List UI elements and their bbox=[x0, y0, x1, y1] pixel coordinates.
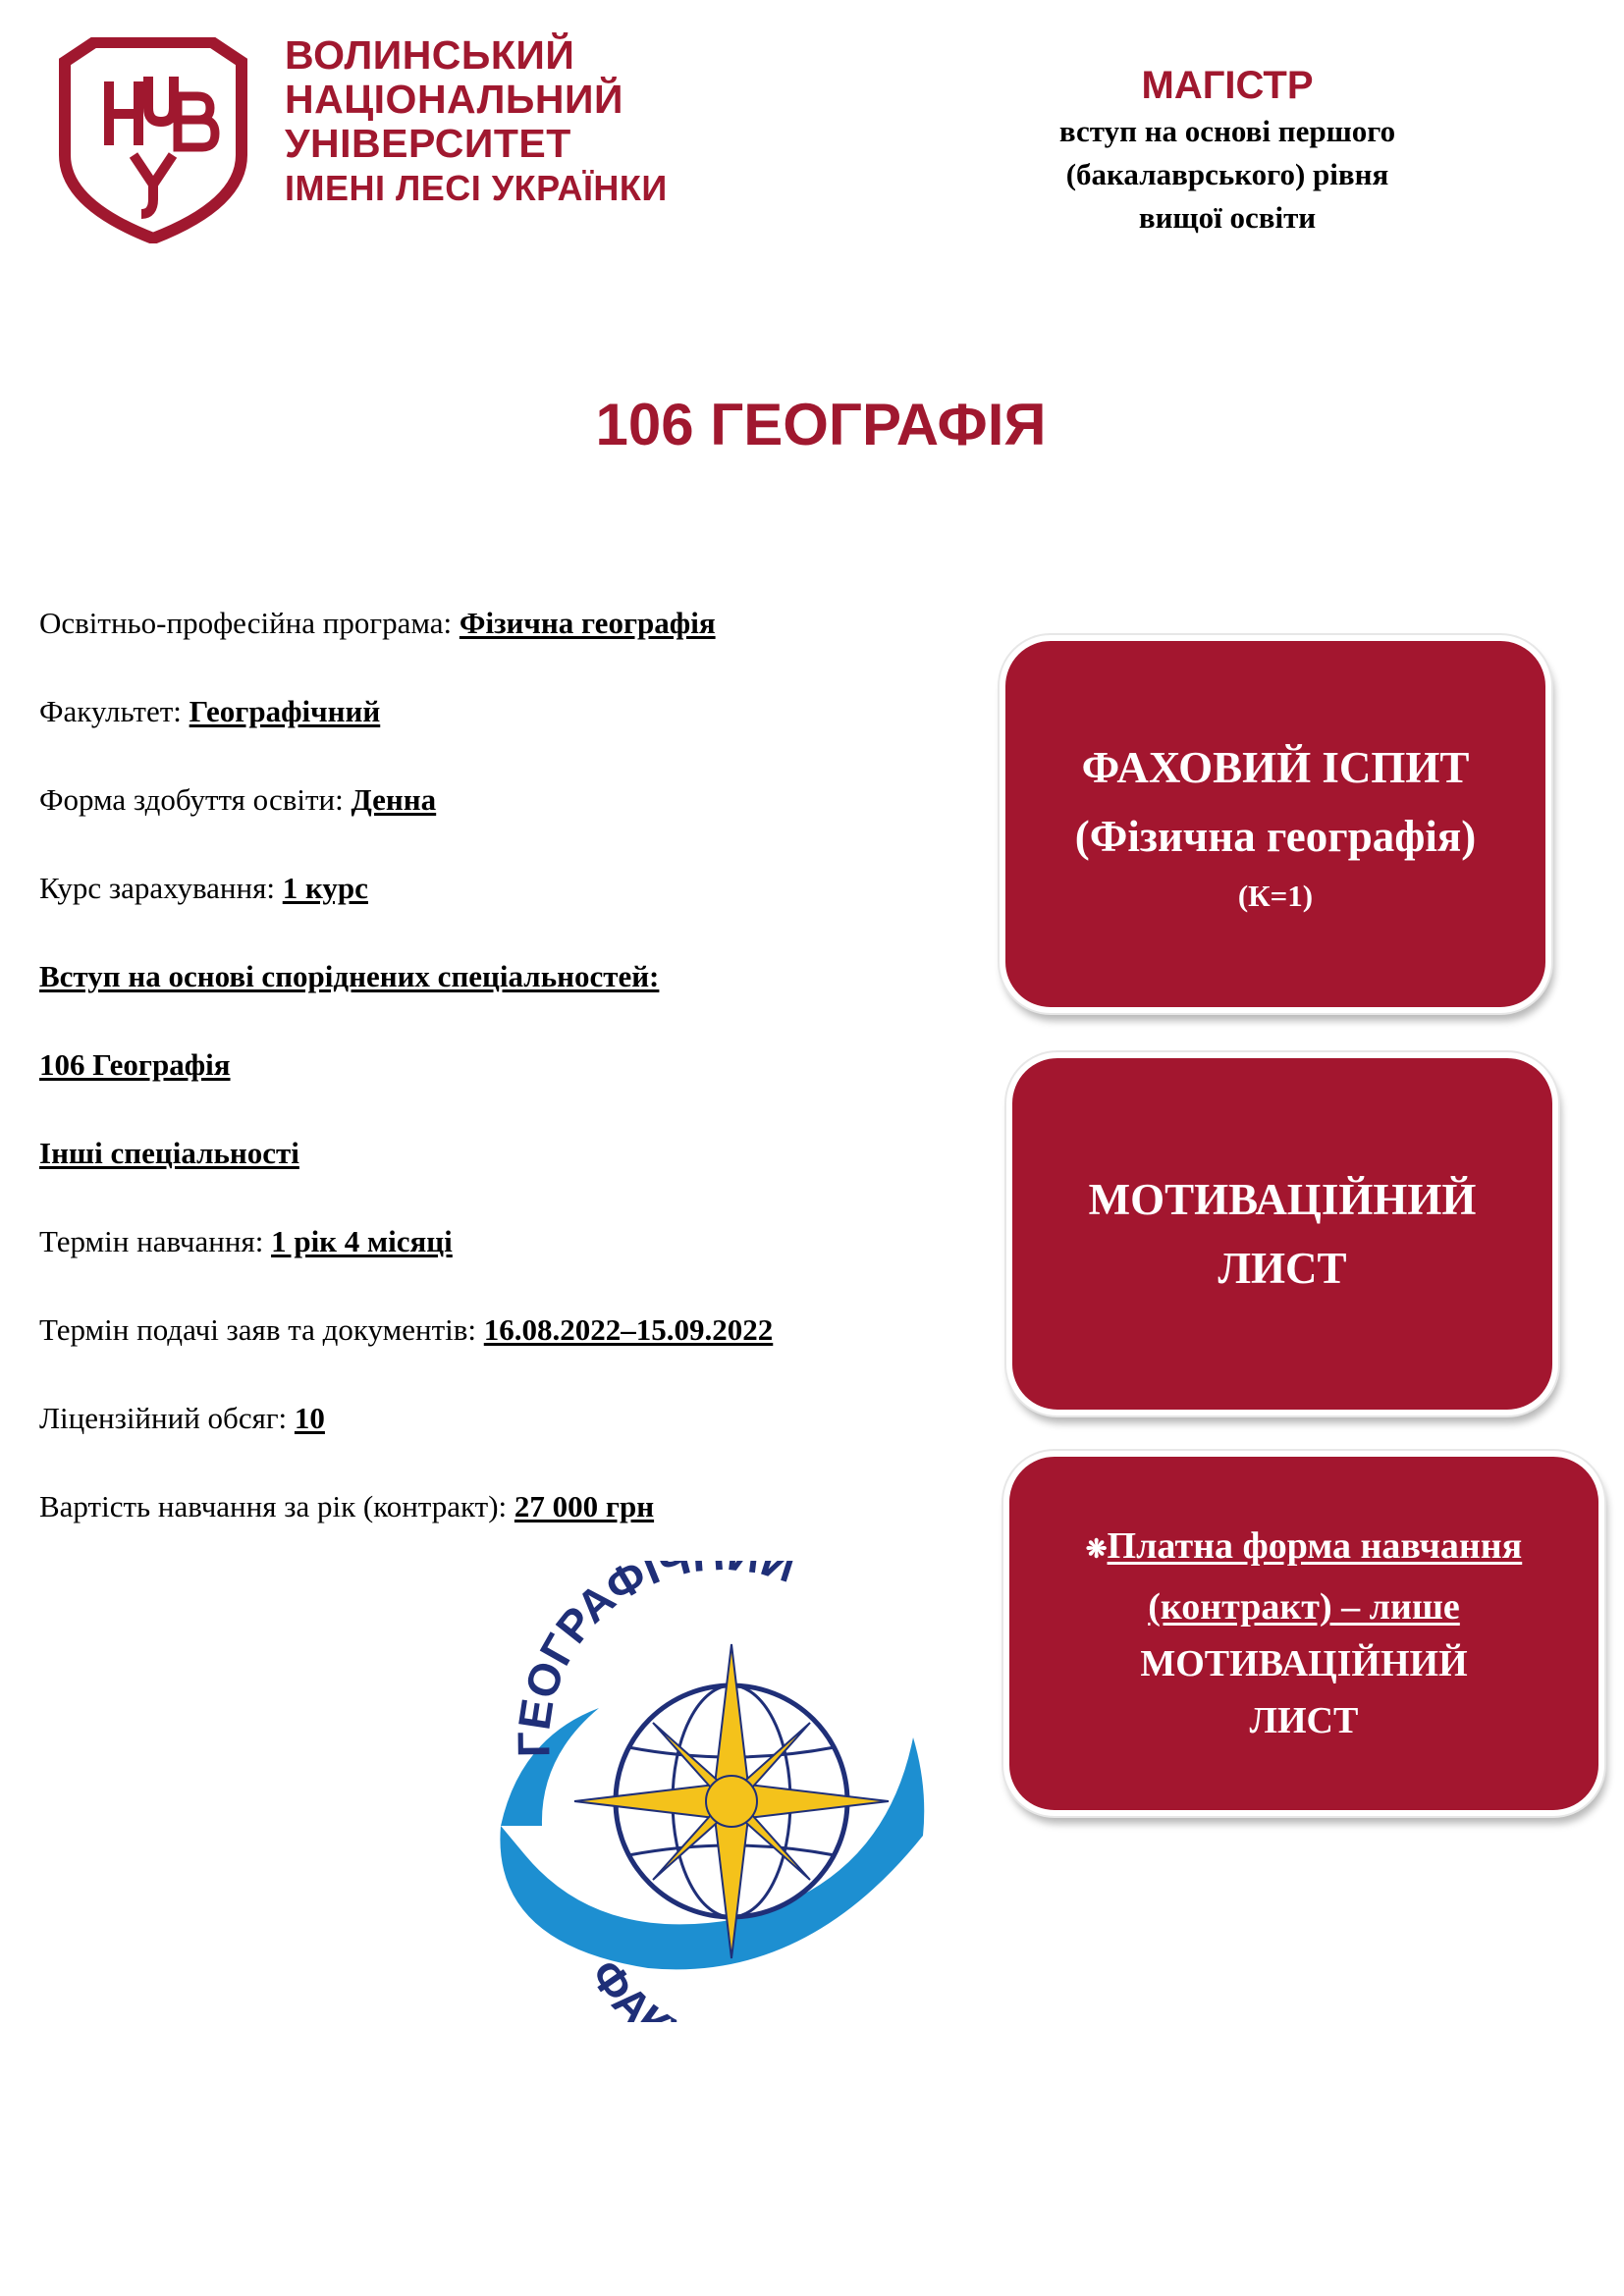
university-logo bbox=[55, 37, 251, 243]
study-term-label: Термін навчання: bbox=[39, 1224, 272, 1258]
asterisk-icon: ❋ bbox=[1085, 1534, 1108, 1564]
university-name-line: НАЦІОНАЛЬНИЙ bbox=[285, 77, 623, 122]
exam-box bbox=[1000, 635, 1551, 1013]
degree-info bbox=[972, 61, 1483, 240]
paid-form-text: Платна форма навчання bbox=[1107, 1525, 1523, 1568]
degree-subtitle-line: вищої освіти bbox=[1138, 200, 1317, 235]
university-name-line: ВОЛИНСЬКИЙ bbox=[285, 32, 575, 78]
paid-form-line bbox=[1148, 1578, 1460, 1635]
program-row bbox=[39, 604, 1001, 692]
related-specialty-row bbox=[39, 1134, 1001, 1222]
university-name-line: ІМЕНІ ЛЕСІ УКРАЇНКИ bbox=[285, 168, 668, 208]
deadline-label: Термін подачі заяв та документів: bbox=[39, 1312, 484, 1347]
degree-subtitle-line: (бакалаврського) рівня bbox=[1065, 157, 1389, 191]
motivation-title-line: ЛИСТ bbox=[1218, 1244, 1347, 1293]
program-value: Фізична географія bbox=[459, 606, 716, 640]
study-form-label: Форма здобуття освіти: bbox=[39, 782, 352, 817]
exam-coefficient: (К=1) bbox=[1237, 878, 1314, 913]
related-specialties-heading-row bbox=[39, 957, 1001, 1045]
related-specialty-item: Інші спеціальності bbox=[39, 1136, 299, 1170]
degree-title: МАГІСТР bbox=[1141, 64, 1314, 107]
exam-subject: (Фізична географія) bbox=[1074, 811, 1477, 861]
related-specialties-heading: Вступ на основі споріднених спеціальностей: bbox=[39, 959, 660, 993]
program-info bbox=[39, 604, 1001, 1575]
related-specialty-row bbox=[39, 1045, 1001, 1134]
paid-form-box bbox=[1003, 1451, 1604, 1816]
university-name-line: УНІВЕРСИТЕТ bbox=[285, 121, 571, 166]
motivation-letter-box bbox=[1006, 1052, 1558, 1415]
study-form-row bbox=[39, 780, 1001, 869]
related-specialty-item: 106 Географія bbox=[39, 1047, 231, 1082]
geography-faculty-logo bbox=[481, 1561, 943, 2022]
university-name bbox=[285, 33, 717, 210]
faculty-row bbox=[39, 692, 1001, 780]
paid-form-line bbox=[1086, 1518, 1522, 1577]
course-label: Курс зарахування: bbox=[39, 871, 283, 905]
license-value: 10 bbox=[294, 1401, 325, 1435]
motivation-title-line: МОТИВАЦІЙНИЙ bbox=[1088, 1175, 1477, 1224]
paid-form-requirement: МОТИВАЦІЙНИЙ bbox=[1140, 1642, 1468, 1684]
degree-subtitle bbox=[972, 110, 1483, 240]
course-row bbox=[39, 869, 1001, 957]
license-row bbox=[39, 1399, 1001, 1487]
study-term-row bbox=[39, 1222, 1001, 1310]
faculty-logo-arc-top: ГЕОГРАФІ Й bbox=[508, 1561, 802, 1758]
vnu-shield-monogram-icon bbox=[55, 37, 251, 243]
faculty-label: Факультет: bbox=[39, 694, 189, 728]
deadline-value: 16.08.2022–15.09.2022 bbox=[483, 1312, 774, 1347]
geography-faculty-compass-logo bbox=[481, 1561, 943, 2022]
faculty-logo-arc-bottom: ФА bbox=[579, 1949, 663, 2022]
page-title: 106 ГЕОГРАФІЯ bbox=[595, 392, 1047, 457]
study-term-value: 1 рік 4 місяці bbox=[271, 1224, 453, 1258]
deadline-row bbox=[39, 1310, 1001, 1399]
paid-form-requirement: ЛИСТ bbox=[1249, 1699, 1359, 1741]
cost-value: 27 000 грн bbox=[514, 1489, 655, 1523]
license-label: Ліцензійний обсяг: bbox=[39, 1401, 295, 1435]
exam-title: ФАХОВИЙ ІСПИТ bbox=[1081, 742, 1470, 792]
degree-subtitle-line: вступ на основі першого bbox=[1058, 114, 1396, 148]
course-value: 1 курс bbox=[282, 871, 368, 905]
cost-label: Вартість навчання за рік (контракт): bbox=[39, 1489, 514, 1523]
study-form-value: Денна bbox=[351, 782, 437, 817]
paid-form-text: (контракт) – лише bbox=[1148, 1585, 1460, 1628]
program-label: Освітньо-професійна програма: bbox=[39, 606, 460, 640]
faculty-value: Географічний bbox=[189, 694, 381, 728]
